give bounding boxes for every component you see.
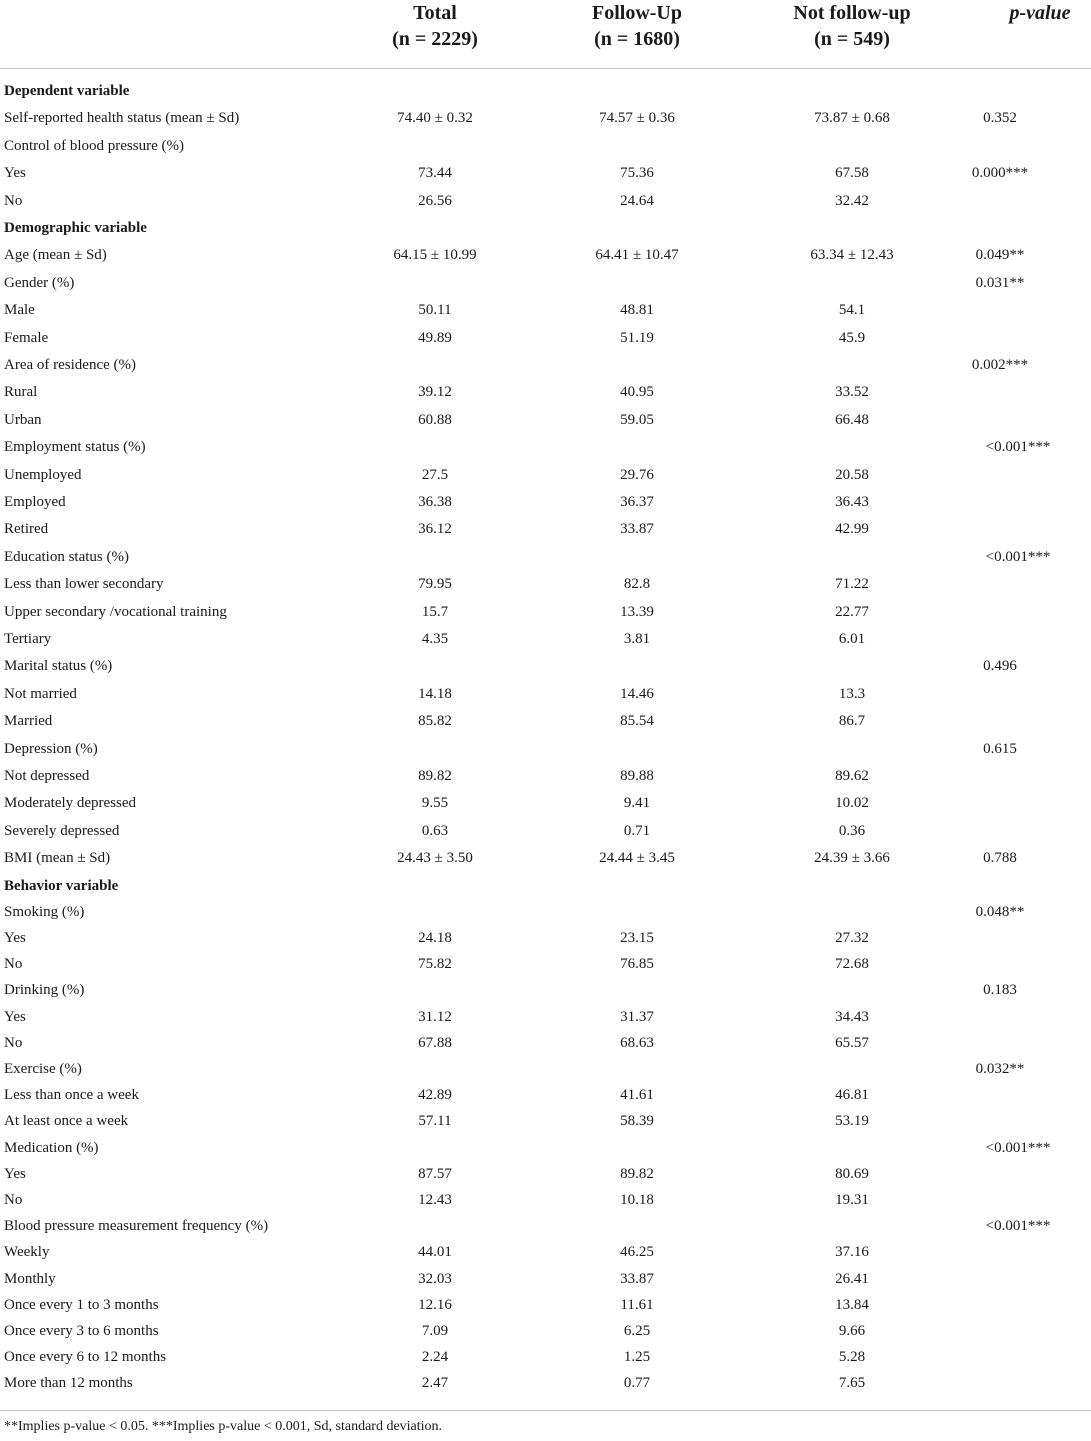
table-row (0, 160, 1091, 186)
cell-notfollow: 54.1 (838, 302, 866, 319)
row-label: No (4, 1192, 23, 1208)
row-label: Less than lower secondary (4, 576, 164, 593)
cell-total: 2.24 (421, 1349, 449, 1366)
cell-total: 87.57 (418, 1165, 452, 1182)
row-label: Once every 6 to 12 months (4, 1349, 167, 1366)
row-label: Exercise (%) (4, 1061, 82, 1077)
section-row (0, 873, 1091, 899)
table-row (0, 790, 1091, 816)
col-header-pvalue (985, 0, 1091, 26)
cell-pvalue: 0.049** (975, 247, 1025, 264)
table-row (0, 571, 1091, 597)
row-label: Tertiary (4, 631, 52, 647)
cell-notfollow: 42.99 (835, 521, 869, 538)
row-label: Medication (%) (4, 1139, 99, 1156)
cell-notfollow: 36.43 (835, 494, 869, 510)
cell-followup: 0.71 (623, 822, 651, 839)
cell-followup: 13.39 (620, 603, 654, 620)
table-row (0, 188, 1091, 214)
cell-total: 0.63 (421, 822, 449, 839)
table-row (0, 1370, 1091, 1396)
cell-followup: 68.63 (620, 1034, 654, 1051)
cell-notfollow: 80.69 (835, 1165, 869, 1182)
row-label: Smoking (%) (4, 903, 85, 920)
row-label: Female (4, 329, 49, 346)
row-label: Marital status (%) (4, 658, 113, 675)
table-row (0, 297, 1091, 323)
cell-notfollow: 0.36 (838, 822, 866, 839)
cell-notfollow: 34.43 (835, 1008, 869, 1025)
row-label: Rural (4, 384, 38, 401)
cell-notfollow: 7.65 (838, 1375, 866, 1392)
cell-total: 50.11 (418, 302, 452, 319)
row-label: Not married (4, 685, 77, 702)
cell-notfollow: 6.01 (838, 631, 866, 647)
table-row (0, 1082, 1091, 1108)
cell-followup: 40.95 (620, 384, 654, 401)
row-label: Retired (4, 521, 49, 538)
cell-pvalue: 0.002*** (971, 357, 1029, 373)
cell-notfollow: 53.19 (835, 1113, 869, 1130)
cell-pvalue: 0.031** (975, 274, 1025, 291)
cell-total: 67.88 (418, 1034, 452, 1051)
table-row (0, 708, 1091, 734)
cell-followup: 36.37 (620, 494, 654, 510)
table-row (0, 763, 1091, 789)
table-row (0, 1318, 1091, 1344)
cell-followup: 64.41 ± 10.47 (595, 247, 679, 264)
cell-pvalue: 0.048** (975, 903, 1025, 920)
cell-total: 36.12 (418, 521, 452, 538)
table-row (0, 1187, 1091, 1213)
table-row (0, 1213, 1091, 1239)
row-label: Employment status (%) (4, 439, 146, 456)
cell-total: 39.12 (418, 384, 452, 401)
row-label: BMI (mean ± Sd) (4, 850, 111, 867)
cell-notfollow: 45.9 (838, 329, 866, 346)
row-label: Depression (%) (4, 740, 98, 757)
table-header (0, 0, 1091, 68)
cell-total: 64.15 ± 10.99 (393, 247, 477, 264)
cell-total: 12.16 (418, 1296, 452, 1313)
cell-followup: 48.81 (620, 302, 654, 319)
cell-notfollow: 71.22 (835, 576, 869, 593)
cell-followup: 31.37 (620, 1008, 654, 1025)
row-label: Education status (%) (4, 548, 129, 565)
cell-followup: 10.18 (620, 1192, 654, 1208)
section-label: Dependent variable (4, 83, 130, 99)
cell-followup: 14.46 (620, 685, 654, 702)
cell-total: 14.18 (418, 685, 452, 702)
row-label: Control of blood pressure (%) (4, 137, 184, 154)
cell-followup: 75.36 (620, 165, 654, 182)
cell-total: 4.35 (421, 631, 449, 647)
cell-total: 89.82 (418, 768, 452, 784)
cell-total: 73.44 (418, 165, 452, 182)
table-footnote: **Implies p-value < 0.05. ***Implies p-value < 0.001, Sd, standard deviation. (4, 1419, 443, 1434)
row-label: Drinking (%) (4, 982, 85, 999)
table-row (0, 1004, 1091, 1030)
cell-total: 9.55 (421, 795, 449, 812)
row-label: Once every 1 to 3 months (4, 1296, 159, 1313)
cell-notfollow: 13.84 (835, 1296, 869, 1313)
cell-pvalue: 0.788 (983, 850, 1017, 867)
row-label: Gender (%) (4, 274, 75, 291)
cell-followup: 59.05 (620, 411, 654, 428)
cell-pvalue: <0.001*** (985, 1218, 1051, 1235)
row-label: Male (4, 302, 35, 319)
cell-followup: 24.44 ± 3.45 (599, 850, 675, 867)
table-row (0, 925, 1091, 951)
row-label: Yes (4, 165, 26, 182)
cell-pvalue: 0.615 (983, 740, 1017, 757)
table-row (0, 1030, 1091, 1056)
cell-total: 79.95 (418, 576, 452, 593)
row-label: Urban (4, 411, 42, 428)
cell-total: 75.82 (418, 956, 452, 973)
cell-followup: 85.54 (620, 713, 654, 730)
cell-total: 85.82 (418, 713, 452, 730)
cell-notfollow: 13.3 (838, 685, 866, 702)
table-row (0, 379, 1091, 405)
cell-total: 24.18 (418, 930, 452, 946)
row-label: Once every 3 to 6 months (4, 1323, 159, 1339)
cell-total: 42.89 (418, 1087, 452, 1104)
cell-notfollow: 32.42 (835, 192, 869, 209)
cell-notfollow: 19.31 (835, 1192, 869, 1208)
cell-notfollow: 9.66 (838, 1323, 866, 1339)
cell-notfollow: 33.52 (835, 384, 869, 401)
col-notfollow-label: Not follow-up (793, 2, 911, 24)
col-header-total (335, 0, 535, 52)
table-row (0, 1344, 1091, 1370)
cell-notfollow: 66.48 (835, 411, 869, 428)
row-label: Yes (4, 1008, 26, 1025)
cell-followup: 23.15 (620, 930, 654, 946)
row-label: Unemployed (4, 466, 82, 483)
table-row (0, 489, 1091, 515)
cell-pvalue: 0.352 (983, 110, 1017, 127)
cell-notfollow: 65.57 (835, 1034, 869, 1051)
col-pvalue-label: p-value (1009, 2, 1071, 24)
cell-followup: 29.76 (620, 466, 654, 483)
cell-total: 7.09 (421, 1323, 449, 1339)
row-label: At least once a week (4, 1113, 129, 1130)
cell-total: 49.89 (418, 329, 452, 346)
row-label: No (4, 1034, 23, 1051)
cell-followup: 24.64 (620, 192, 654, 209)
cell-notfollow: 24.39 ± 3.66 (814, 850, 890, 867)
header-rule (0, 68, 1091, 69)
table-row (0, 133, 1091, 159)
cell-notfollow: 89.62 (835, 768, 869, 784)
row-label: More than 12 months (4, 1375, 133, 1392)
table-row (0, 270, 1091, 296)
col-followup-n: (n = 1680) (594, 28, 680, 50)
row-label: Severely depressed (4, 822, 120, 839)
table-row (0, 407, 1091, 433)
cell-total: 57.11 (418, 1113, 452, 1130)
table-row (0, 653, 1091, 679)
cell-total: 74.40 ± 0.32 (397, 110, 473, 127)
cell-pvalue: 0.183 (983, 982, 1017, 999)
cell-notfollow: 26.41 (835, 1270, 869, 1287)
section-label: Demographic variable (4, 220, 147, 236)
table-row (0, 1135, 1091, 1161)
table-row (0, 1292, 1091, 1318)
row-label: Not depressed (4, 768, 90, 784)
table-row (0, 977, 1091, 1003)
row-label: Less than once a week (4, 1087, 139, 1104)
cell-followup: 3.81 (623, 631, 651, 647)
table-row (0, 516, 1091, 542)
table-row (0, 1108, 1091, 1134)
table-row (0, 626, 1091, 652)
cell-notfollow: 86.7 (838, 713, 866, 730)
cell-followup: 46.25 (620, 1244, 654, 1261)
section-row (0, 78, 1091, 104)
cell-total: 31.12 (418, 1008, 452, 1025)
cell-pvalue: <0.001*** (985, 1139, 1051, 1156)
cell-followup: 1.25 (623, 1349, 651, 1366)
col-followup-label: Follow-Up (592, 2, 682, 24)
cell-followup: 33.87 (620, 1270, 654, 1287)
table-row (0, 1161, 1091, 1187)
cell-notfollow: 37.16 (835, 1244, 869, 1261)
table-row (0, 681, 1091, 707)
cell-followup: 6.25 (623, 1323, 651, 1339)
table-row (0, 544, 1091, 570)
row-label: Married (4, 713, 53, 730)
row-label: Age (mean ± Sd) (4, 247, 107, 264)
cell-pvalue: <0.001*** (985, 548, 1051, 565)
cell-notfollow: 63.34 ± 12.43 (810, 247, 894, 264)
row-label: Weekly (4, 1244, 50, 1261)
cell-followup: 74.57 ± 0.36 (599, 110, 675, 127)
table-row (0, 818, 1091, 844)
table-row (0, 105, 1091, 131)
cell-notfollow: 27.32 (835, 930, 869, 946)
table-row (0, 899, 1091, 925)
table-row (0, 462, 1091, 488)
cell-notfollow: 46.81 (835, 1087, 869, 1104)
cell-pvalue: 0.000*** (971, 165, 1029, 182)
col-total-n: (n = 2229) (392, 28, 478, 50)
cell-notfollow: 10.02 (835, 795, 869, 812)
table-row (0, 845, 1091, 871)
cell-followup: 82.8 (623, 576, 651, 593)
cell-followup: 51.19 (620, 329, 654, 346)
cell-followup: 76.85 (620, 956, 654, 973)
cell-followup: 33.87 (620, 521, 654, 538)
table-row (0, 434, 1091, 460)
cell-notfollow: 5.28 (838, 1349, 866, 1366)
table-row (0, 951, 1091, 977)
cell-notfollow: 20.58 (835, 466, 869, 483)
cell-total: 2.47 (421, 1375, 449, 1392)
row-label: Monthly (4, 1270, 56, 1287)
cell-followup: 9.41 (623, 795, 651, 812)
row-label: Self-reported health status (mean ± Sd) (4, 110, 240, 127)
cell-followup: 0.77 (623, 1375, 651, 1392)
row-label: Area of residence (%) (4, 357, 137, 373)
cell-pvalue: 0.496 (983, 658, 1017, 675)
table-row (0, 736, 1091, 762)
row-label: Upper secondary /vocational training (4, 603, 227, 620)
cell-pvalue: <0.001*** (985, 439, 1051, 456)
cell-followup: 89.82 (620, 1165, 654, 1182)
table-row (0, 1239, 1091, 1265)
col-header-notfollow (752, 0, 952, 52)
cell-notfollow: 73.87 ± 0.68 (814, 110, 890, 127)
cell-total: 32.03 (418, 1270, 452, 1287)
table-row (0, 242, 1091, 268)
cell-total: 60.88 (418, 411, 452, 428)
cell-followup: 58.39 (620, 1113, 654, 1130)
table-row (0, 352, 1091, 378)
table-row (0, 325, 1091, 351)
col-header-followup (537, 0, 737, 52)
table-row (0, 599, 1091, 625)
footer-rule (0, 1410, 1091, 1411)
cell-followup: 89.88 (620, 768, 654, 784)
row-label: Blood pressure measurement frequency (%) (4, 1218, 269, 1235)
section-label: Behavior variable (4, 877, 119, 894)
cell-total: 15.7 (421, 603, 449, 620)
cell-total: 26.56 (418, 192, 452, 209)
row-label: Yes (4, 1165, 26, 1182)
cell-pvalue: 0.032** (975, 1061, 1025, 1077)
cell-total: 44.01 (418, 1244, 452, 1261)
cell-followup: 41.61 (620, 1087, 654, 1104)
row-label: No (4, 956, 23, 973)
row-label: Moderately depressed (4, 795, 137, 812)
col-notfollow-n: (n = 549) (814, 28, 890, 50)
row-label: Employed (4, 494, 66, 510)
cell-notfollow: 22.77 (835, 603, 869, 620)
col-total-label: Total (413, 2, 457, 24)
row-label: No (4, 192, 23, 209)
cell-total: 12.43 (418, 1192, 452, 1208)
cell-notfollow: 67.58 (835, 165, 869, 182)
cell-total: 36.38 (418, 494, 452, 510)
row-label: Yes (4, 930, 26, 946)
table-row (0, 1056, 1091, 1082)
cell-total: 24.43 ± 3.50 (397, 850, 473, 867)
cell-total: 27.5 (421, 466, 449, 483)
cell-followup: 11.61 (620, 1296, 654, 1313)
table-row (0, 1266, 1091, 1292)
section-row (0, 215, 1091, 241)
cell-notfollow: 72.68 (835, 956, 869, 973)
